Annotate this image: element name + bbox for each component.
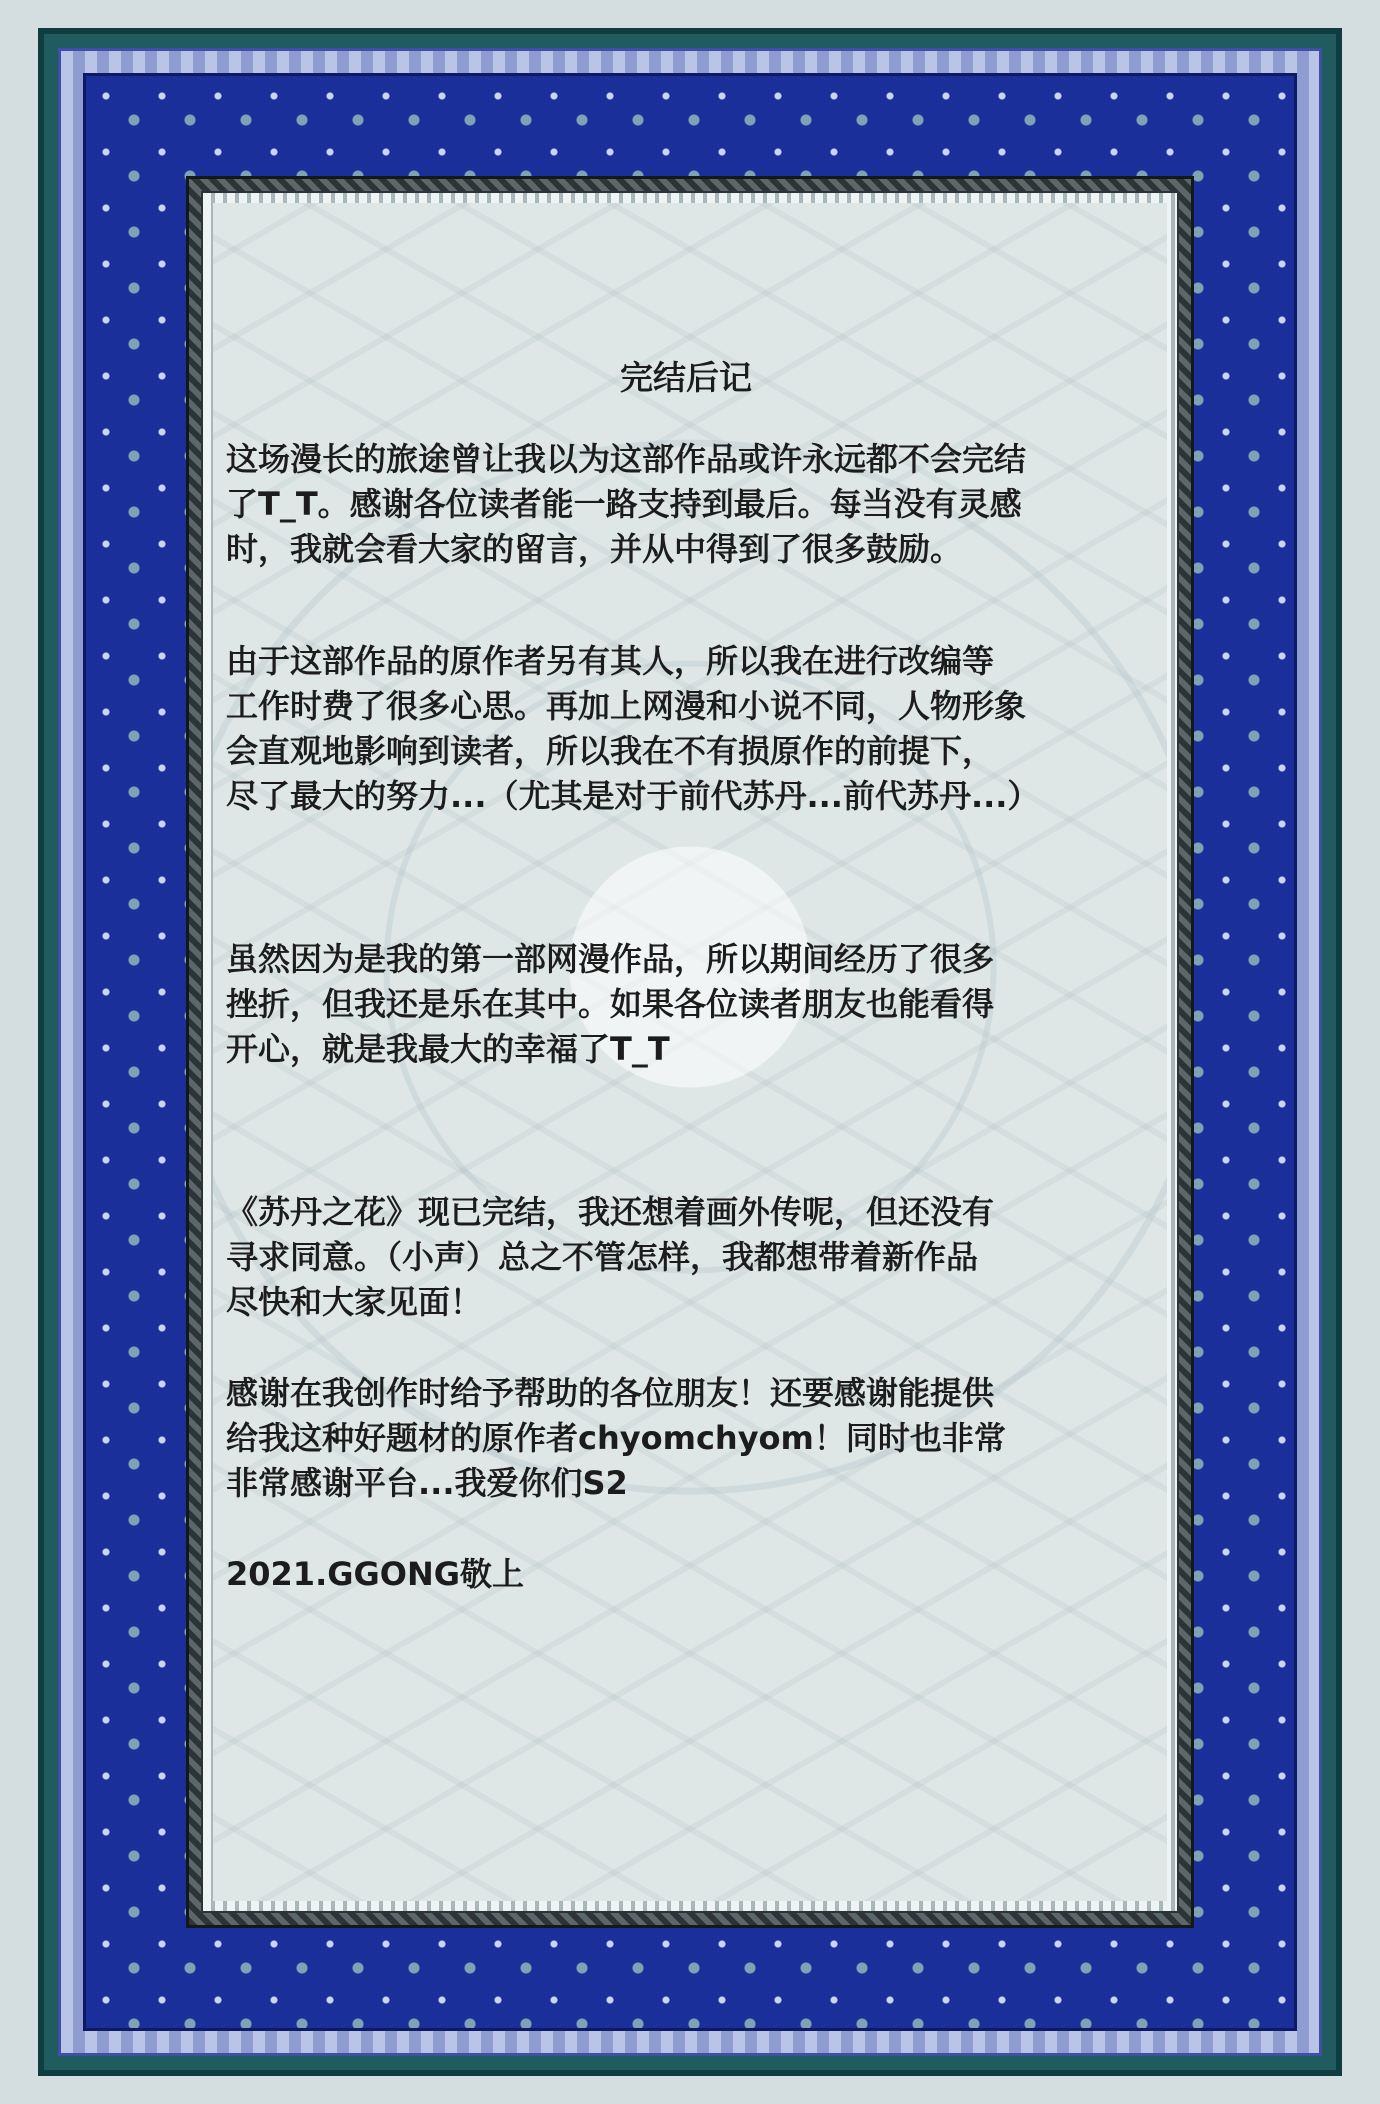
paragraph-2: 由于这部作品的原作者另有其人，所以我在进行改编等 工作时费了很多心思。再加上网漫和小说不同，人物形象 会直观地影响到读者，所以我在不有损原作的前提下， 尽了最大的努力...（尤其是对于前代苏丹...前代苏丹...）	[226, 642, 1040, 815]
signature: 2021.GGONG敬上	[226, 1555, 525, 1593]
letter-content	[226, 352, 1186, 1597]
paragraph-1: 这场漫长的旅途曾让我以为这部作品或许永远都不会完结 了T_T。感谢各位读者能一路支持到最后。每当没有灵感 时，我就会看大家的留言，并从中得到了很多鼓励。	[226, 440, 1027, 568]
paragraph-4: 《苏丹之花》现已完结，我还想着画外传呢，但还没有 寻求同意。（小声）总之不管怎样，我都想带着新作品 尽快和大家见面！	[226, 1193, 995, 1321]
paragraph-5: 感谢在我创作时给予帮助的各位朋友！还要感谢能提供 给我这种好题材的原作者chyomchyom！同时也非常 非常感谢平台...我爱你们S2	[226, 1374, 1006, 1502]
letter-title: 完结后记	[620, 358, 752, 397]
paragraph-3: 虽然因为是我的第一部网漫作品，所以期间经历了很多 挫折，但我还是乐在其中。如果各位读者朋友也能看得 开心，就是我最大的幸福了T_T	[226, 940, 995, 1068]
